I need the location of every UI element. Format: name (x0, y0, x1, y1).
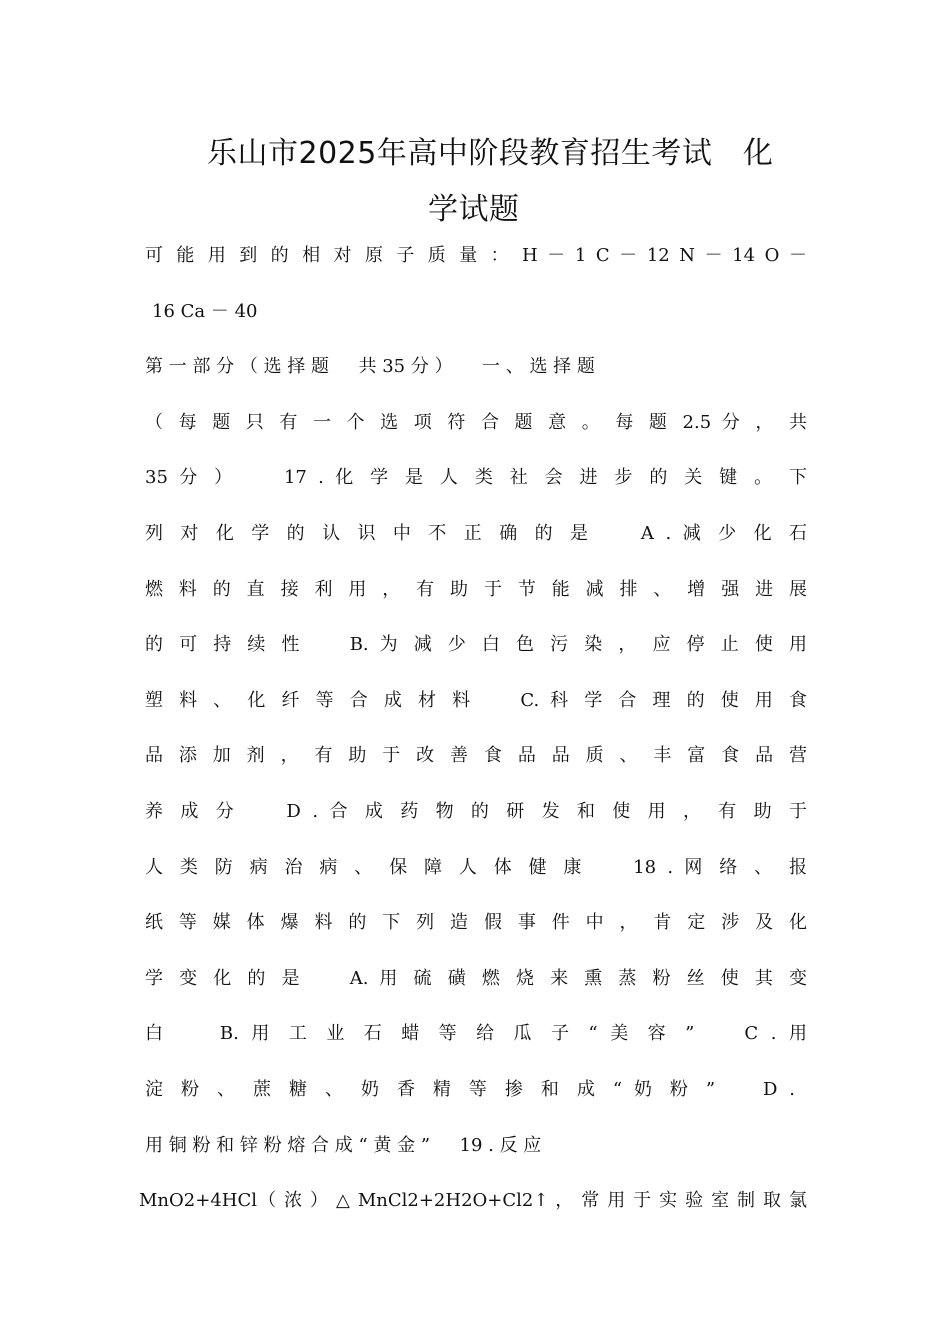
paragraph-line: 第 一 部 分 （ 选 择 题 共 35 分 ） 一 、 选 择 题 (145, 356, 595, 377)
paragraph-line: 燃 料 的 直 接 利 用 ， 有 助 于 节 能 减 排 、 增 强 进 展 (145, 579, 807, 600)
document-title-line-1: 乐山市2025年高中阶段教育招生考试 化 (207, 136, 774, 171)
paragraph-line: 16 Ca － 40 (152, 301, 258, 322)
paragraph-line: 列 对 化 学 的 认 识 中 不 正 确 的 是 A . 减 少 化 石 (145, 523, 807, 544)
document-title-line-2: 学试题 (428, 192, 520, 227)
paragraph-line: 人 类 防 病 治 病 、 保 障 人 体 健 康 18 . 网 络 、 报 (145, 857, 807, 878)
paragraph-line: 品 添 加 剂 ， 有 助 于 改 善 食 品 品 质 、 丰 富 食 品 营 (145, 745, 807, 766)
paragraph-line: MnO2+4HCl（ 浓 ） △ MnCl2+2H2O+Cl2↑ ， 常 用 于 实 验 室 制 取 氯 (139, 1190, 807, 1211)
paragraph-line: 的 可 持 续 性 B. 为 减 少 白 色 污 染 ， 应 停 止 使 用 (145, 634, 807, 655)
paragraph-line: 白 B. 用 工 业 石 蜡 等 给 瓜 子 “ 美 容 ” C . 用 (145, 1023, 807, 1044)
paragraph-line: 用 铜 粉 和 锌 粉 熔 合 成 “ 黄 金 ” 19 . 反 应 (145, 1135, 542, 1156)
paragraph-line: 35 分 ） 17 . 化 学 是 人 类 社 会 进 步 的 关 键 。 下 (145, 467, 807, 488)
paragraph-line: 纸 等 媒 体 爆 料 的 下 列 造 假 事 件 中 ， 肯 定 涉 及 化 (145, 912, 807, 933)
paragraph-line: 淀 粉 、 蔗 糖 、 奶 香 精 等 掺 和 成 “ 奶 粉 ” D . (145, 1079, 795, 1100)
paragraph-line: 塑 料 、 化 纤 等 合 成 材 料 C. 科 学 合 理 的 使 用 食 (145, 690, 807, 711)
paragraph-line: 可 能 用 到 的 相 对 原 子 质 量 ： H － 1 C － 12 N － 14 O － (145, 245, 807, 266)
paragraph-line: 学 变 化 的 是 A. 用 硫 磺 燃 烧 来 熏 蒸 粉 丝 使 其 变 (145, 968, 807, 989)
paragraph-line: 养 成 分 D . 合 成 药 物 的 研 发 和 使 用 ， 有 助 于 (145, 801, 807, 822)
paragraph-line: （ 每 题 只 有 一 个 选 项 符 合 题 意 。 每 题 2.5 分 ， 共 (145, 412, 807, 433)
